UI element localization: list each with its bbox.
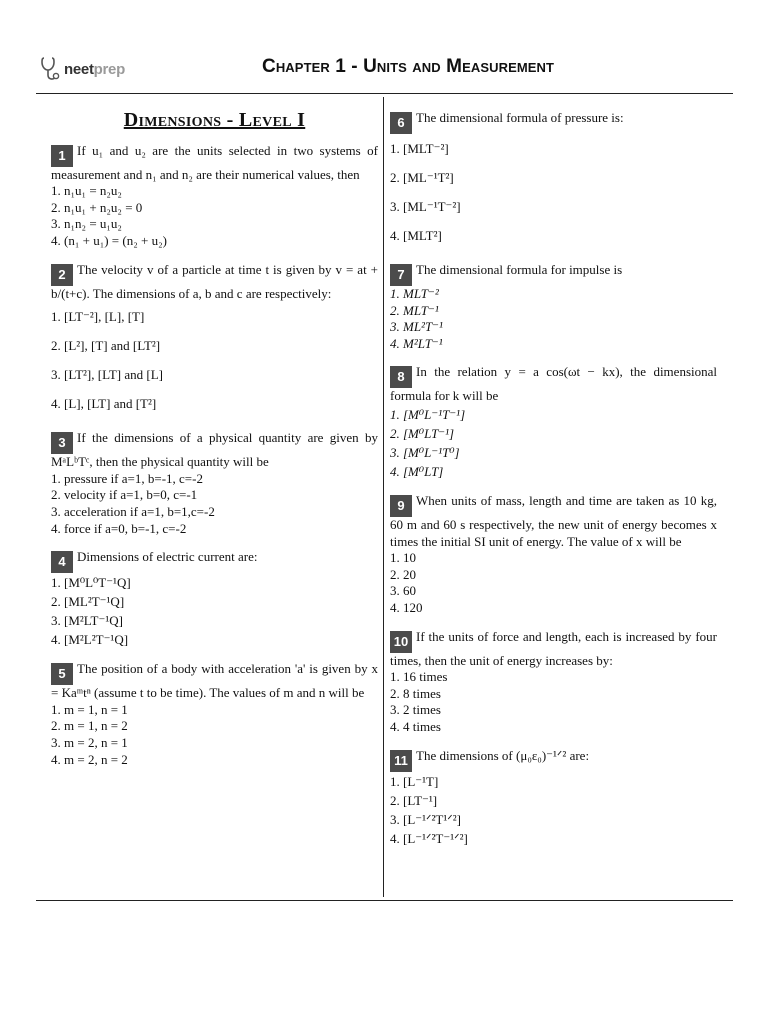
question-number: 3 — [51, 432, 73, 454]
option-4[interactable]: 4. 120 — [390, 599, 423, 615]
option-3[interactable]: 3. n₁n₂ = u₁u₂ — [51, 216, 122, 232]
left-column — [51, 109, 378, 780]
option-2[interactable]: 2. [LT⁻¹] — [390, 792, 438, 808]
chapter-title: Chapter 1 - Units and Measurement — [262, 56, 555, 77]
option-2[interactable]: 2. 8 times — [390, 685, 441, 701]
option-4[interactable]: 4. [L], [LT] and [T²] — [51, 396, 157, 412]
question-text: If the units of force and length, each is increased by four times, then the unit of energy increases by: — [390, 628, 717, 668]
option-3[interactable]: 3. 60 — [390, 583, 416, 599]
question-text: The dimensions of (μ₀ε₀)⁻¹ᐟ² are: — [416, 747, 590, 763]
question-8 — [390, 364, 717, 481]
question-number: 9 — [390, 495, 412, 517]
option-3[interactable]: 3. [M²LT⁻¹Q] — [51, 613, 123, 629]
question-7 — [390, 262, 717, 352]
option-1[interactable]: 1. 10 — [390, 550, 416, 566]
option-3[interactable]: 3. [LT²], [LT] and [L] — [51, 367, 163, 383]
top-divider — [36, 93, 733, 94]
option-3[interactable]: 3. [L⁻¹ᐟ²T¹ᐟ²] — [390, 811, 461, 827]
bottom-divider — [36, 900, 733, 901]
option-3[interactable]: 3. ML²T⁻¹ — [390, 319, 443, 335]
question-text: If the dimensions of a physical quantity are given by MᵃLᵇTᶜ, then the physical quantity will be — [51, 430, 378, 470]
right-column — [390, 110, 717, 860]
option-4[interactable]: 4. M²LT⁻¹ — [390, 335, 443, 351]
question-10 — [390, 629, 717, 736]
question-number: 11 — [390, 750, 412, 772]
option-1[interactable]: 1. [L⁻¹T] — [390, 773, 439, 789]
question-6 — [390, 110, 717, 250]
option-3[interactable]: 3. [M⁰L⁻¹T⁰] — [390, 444, 460, 460]
option-4[interactable]: 4. 4 times — [390, 718, 441, 734]
option-2[interactable]: 2. n₁u₁ + n₂u₂ = 0 — [51, 199, 143, 215]
option-1[interactable]: 1. 16 times — [390, 669, 448, 685]
option-1[interactable]: 1. n₁u₁ = n₂u₂ — [51, 183, 122, 199]
question-2 — [51, 262, 378, 419]
question-number: 6 — [390, 112, 412, 134]
question-text: If u₁ and u₂ are the units selected in two systems of measurement and n₁ and n₂ are their numerical values, then — [51, 142, 378, 182]
question-11 — [390, 748, 717, 848]
question-text: The position of a body with acceleration 'a' is given by x = Kaᵐtⁿ (assume t to be time). The values of m and n will be — [51, 661, 378, 701]
option-1[interactable]: 1. MLT⁻² — [390, 286, 439, 301]
question-1 — [51, 143, 378, 250]
stethoscope-icon — [40, 56, 62, 82]
option-3[interactable]: 3. 2 times — [390, 702, 441, 718]
question-3 — [51, 430, 378, 537]
option-3[interactable]: 3. m = 2, n = 1 — [51, 734, 128, 750]
question-5 — [51, 661, 378, 768]
option-2[interactable]: 2. [ML⁻¹T²] — [390, 170, 454, 185]
option-2[interactable]: 2. velocity if a=1, b=0, c=-1 — [51, 487, 198, 503]
option-1[interactable]: 1. [M⁰L⁰T⁻¹Q] — [51, 575, 131, 591]
column-divider — [383, 97, 384, 897]
question-number: 1 — [51, 145, 73, 167]
option-2[interactable]: 2. 20 — [390, 566, 416, 582]
question-4 — [51, 549, 378, 649]
question-number: 4 — [51, 551, 73, 573]
logo-neet-text: neet — [64, 60, 94, 78]
option-2[interactable]: 2. [ML²T⁻¹Q] — [51, 594, 125, 610]
question-text: The velocity v of a particle at time t is given by v = at + b/(t+c). The dimensions of a, b and c are respectively: — [51, 261, 378, 301]
option-4[interactable]: 4. force if a=0, b=-1, c=-2 — [51, 520, 187, 536]
option-4[interactable]: 4. m = 2, n = 2 — [51, 751, 128, 767]
option-4[interactable]: 4. [L⁻¹ᐟ²T⁻¹ᐟ²] — [390, 830, 468, 846]
question-number: 7 — [390, 264, 412, 286]
question-text: In the relation y = a cos(ωt − kx), the dimensional formula for k will be — [390, 364, 717, 404]
question-number: 10 — [390, 631, 412, 653]
option-4[interactable]: 4. [M²L²T⁻¹Q] — [51, 632, 129, 648]
question-number: 2 — [51, 264, 73, 286]
option-1[interactable]: 1. [M⁰L⁻¹T⁻¹] — [390, 406, 466, 422]
option-4[interactable]: 4. (n₁ + u₁) = (n₂ + u₂) — [51, 232, 167, 248]
option-1[interactable]: 1. pressure if a=1, b=-1, c=-2 — [51, 470, 203, 486]
option-3[interactable]: 3. [ML⁻¹T⁻²] — [390, 199, 461, 214]
question-text: The dimensional formula of pressure is: — [416, 110, 624, 125]
question-number: 8 — [390, 366, 412, 388]
option-1[interactable]: 1. m = 1, n = 1 — [51, 701, 128, 717]
option-1[interactable]: 1. [MLT⁻²] — [390, 141, 449, 156]
section-title: Dimensions - Level I — [123, 109, 306, 131]
option-1[interactable]: 1. [LT⁻²], [L], [T] — [51, 309, 145, 325]
question-text: Dimensions of electric current are: — [77, 549, 258, 565]
question-text: The dimensional formula for impulse is — [416, 262, 623, 277]
question-number: 5 — [51, 663, 73, 685]
option-4[interactable]: 4. [M⁰LT] — [390, 463, 444, 479]
logo-prep-text: prep — [93, 60, 125, 78]
option-2[interactable]: 2. MLT⁻¹ — [390, 302, 439, 318]
option-2[interactable]: 2. [M⁰LT⁻¹] — [390, 425, 455, 441]
page-header — [0, 0, 768, 96]
option-2[interactable]: 2. [L²], [T] and [LT²] — [51, 338, 161, 354]
question-9 — [390, 493, 717, 617]
question-text: When units of mass, length and time are taken as 10 kg, 60 m and 60 s respectively, the new unit of energy becomes x times the initial SI unit of energy. The value of x will be — [390, 492, 717, 549]
option-3[interactable]: 3. acceleration if a=1, b=1,c=-2 — [51, 503, 215, 519]
option-2[interactable]: 2. m = 1, n = 2 — [51, 718, 128, 734]
option-4[interactable]: 4. [MLT²] — [390, 228, 442, 243]
neetprep-logo — [40, 56, 125, 82]
